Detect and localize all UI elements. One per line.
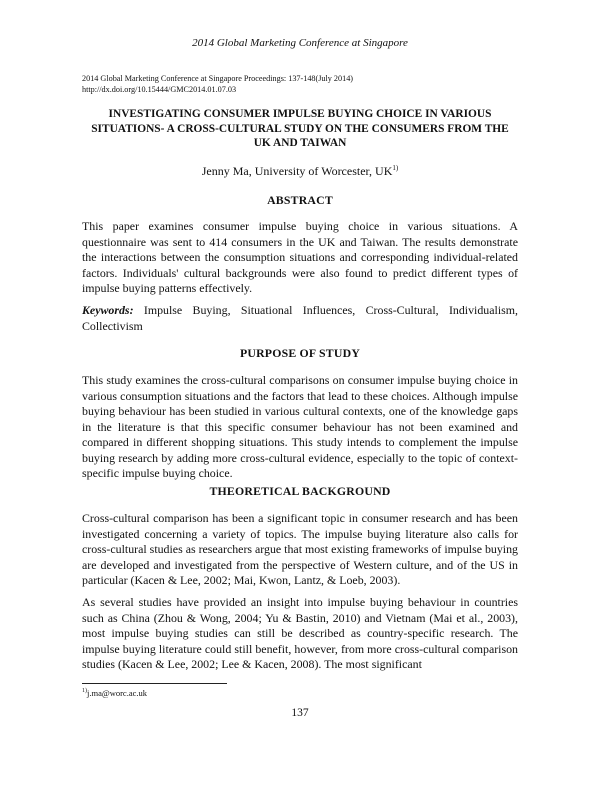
abstract-body: This paper examines consumer impulse buying choice in various situations. A questionnaire was sent to 414 consumers in the UK and Taiwan. The results demonstrate the interactions between the consumption situations and corresponding individual-related factors. Individuals' cultural backgrounds were also found to predict different types of impulse buying patterns effectively.: [82, 219, 518, 295]
paper-title: INVESTIGATING CONSUMER IMPULSE BUYING CHOICE IN VARIOUS SITUATIONS- A CROSS-CULTURAL STUDY ON THE CONSUMERS FROM THE UK AND TAIWAN: [91, 108, 509, 149]
purpose-body: This study examines the cross-cultural comparisons on consumer impulse buying choice in various consumption situations and the factors that lead to these choices. Although impulse buying behaviour has been studied in various cultural contexts, one of the knowledge gaps in the literature is that this specific consumer behaviour has not been examined and compared in different shopping situations. This study intends to complement the impulse buying research by adding more cross-cultural evidence, especially to the topic of context-specific impulse buying choice.: [82, 373, 518, 480]
footnote-email[interactable]: j.ma@worc.ac.uk: [87, 688, 147, 698]
theory-heading: THEORETICAL BACKGROUND: [209, 484, 391, 498]
author-name: Jenny Ma, University of Worcester, UK: [201, 164, 393, 178]
abstract-heading: ABSTRACT: [267, 193, 333, 207]
keywords-label: Keywords:: [82, 303, 134, 317]
proceedings-info: [82, 73, 353, 95]
purpose-heading: PURPOSE OF STUDY: [239, 346, 361, 360]
keywords-text: Impulse Buying, Situational Influences, Cross-Cultural, Individualism, Collectivism: [82, 303, 518, 333]
proceedings-citation: 2014 Global Marketing Conference at Singapore Proceedings: 137-148(July 2014): [82, 74, 354, 83]
author-line: [82, 164, 518, 179]
author-footnote-mark: 1): [392, 164, 399, 172]
keywords: [82, 303, 518, 334]
footnote: [82, 688, 147, 698]
page-number: 137: [291, 707, 309, 719]
footnote-mark: 1): [82, 688, 87, 695]
theory-paragraph-2: As several studies have provided an insight into impulse buying behaviour in countries such as China (Zhou & Wong, 2004; Yu & Bastin, 2010) and Vietnam (Mai et al., 2003), most impulse buying studies can still be described as country-specific research. The impulse buying literature could still benefit, however, from more cross-cultural comparison studies (Kacen & Lee, 2002; Lee & Kacen, 2008). The most significant: [82, 595, 518, 671]
doi-link[interactable]: http://dx.doi.org/10.15444/GMC2014.01.07.03: [82, 85, 237, 94]
running-header: 2014 Global Marketing Conference at Singapore: [192, 37, 408, 49]
theory-paragraph-1: Cross-cultural comparison has been a significant topic in consumer research and has been investigated concerning a variety of topics. The impulse buying literature also calls for cross-cultural studies as researchers argue that most existing frameworks of impulse buying are developed and investigated from the perspective of Western culture, and of the US in particular (Kacen & Lee, 2002; Mai, Kwon, Lantz, & Loeb, 2003).: [82, 511, 518, 587]
footnote-divider: [82, 683, 227, 684]
